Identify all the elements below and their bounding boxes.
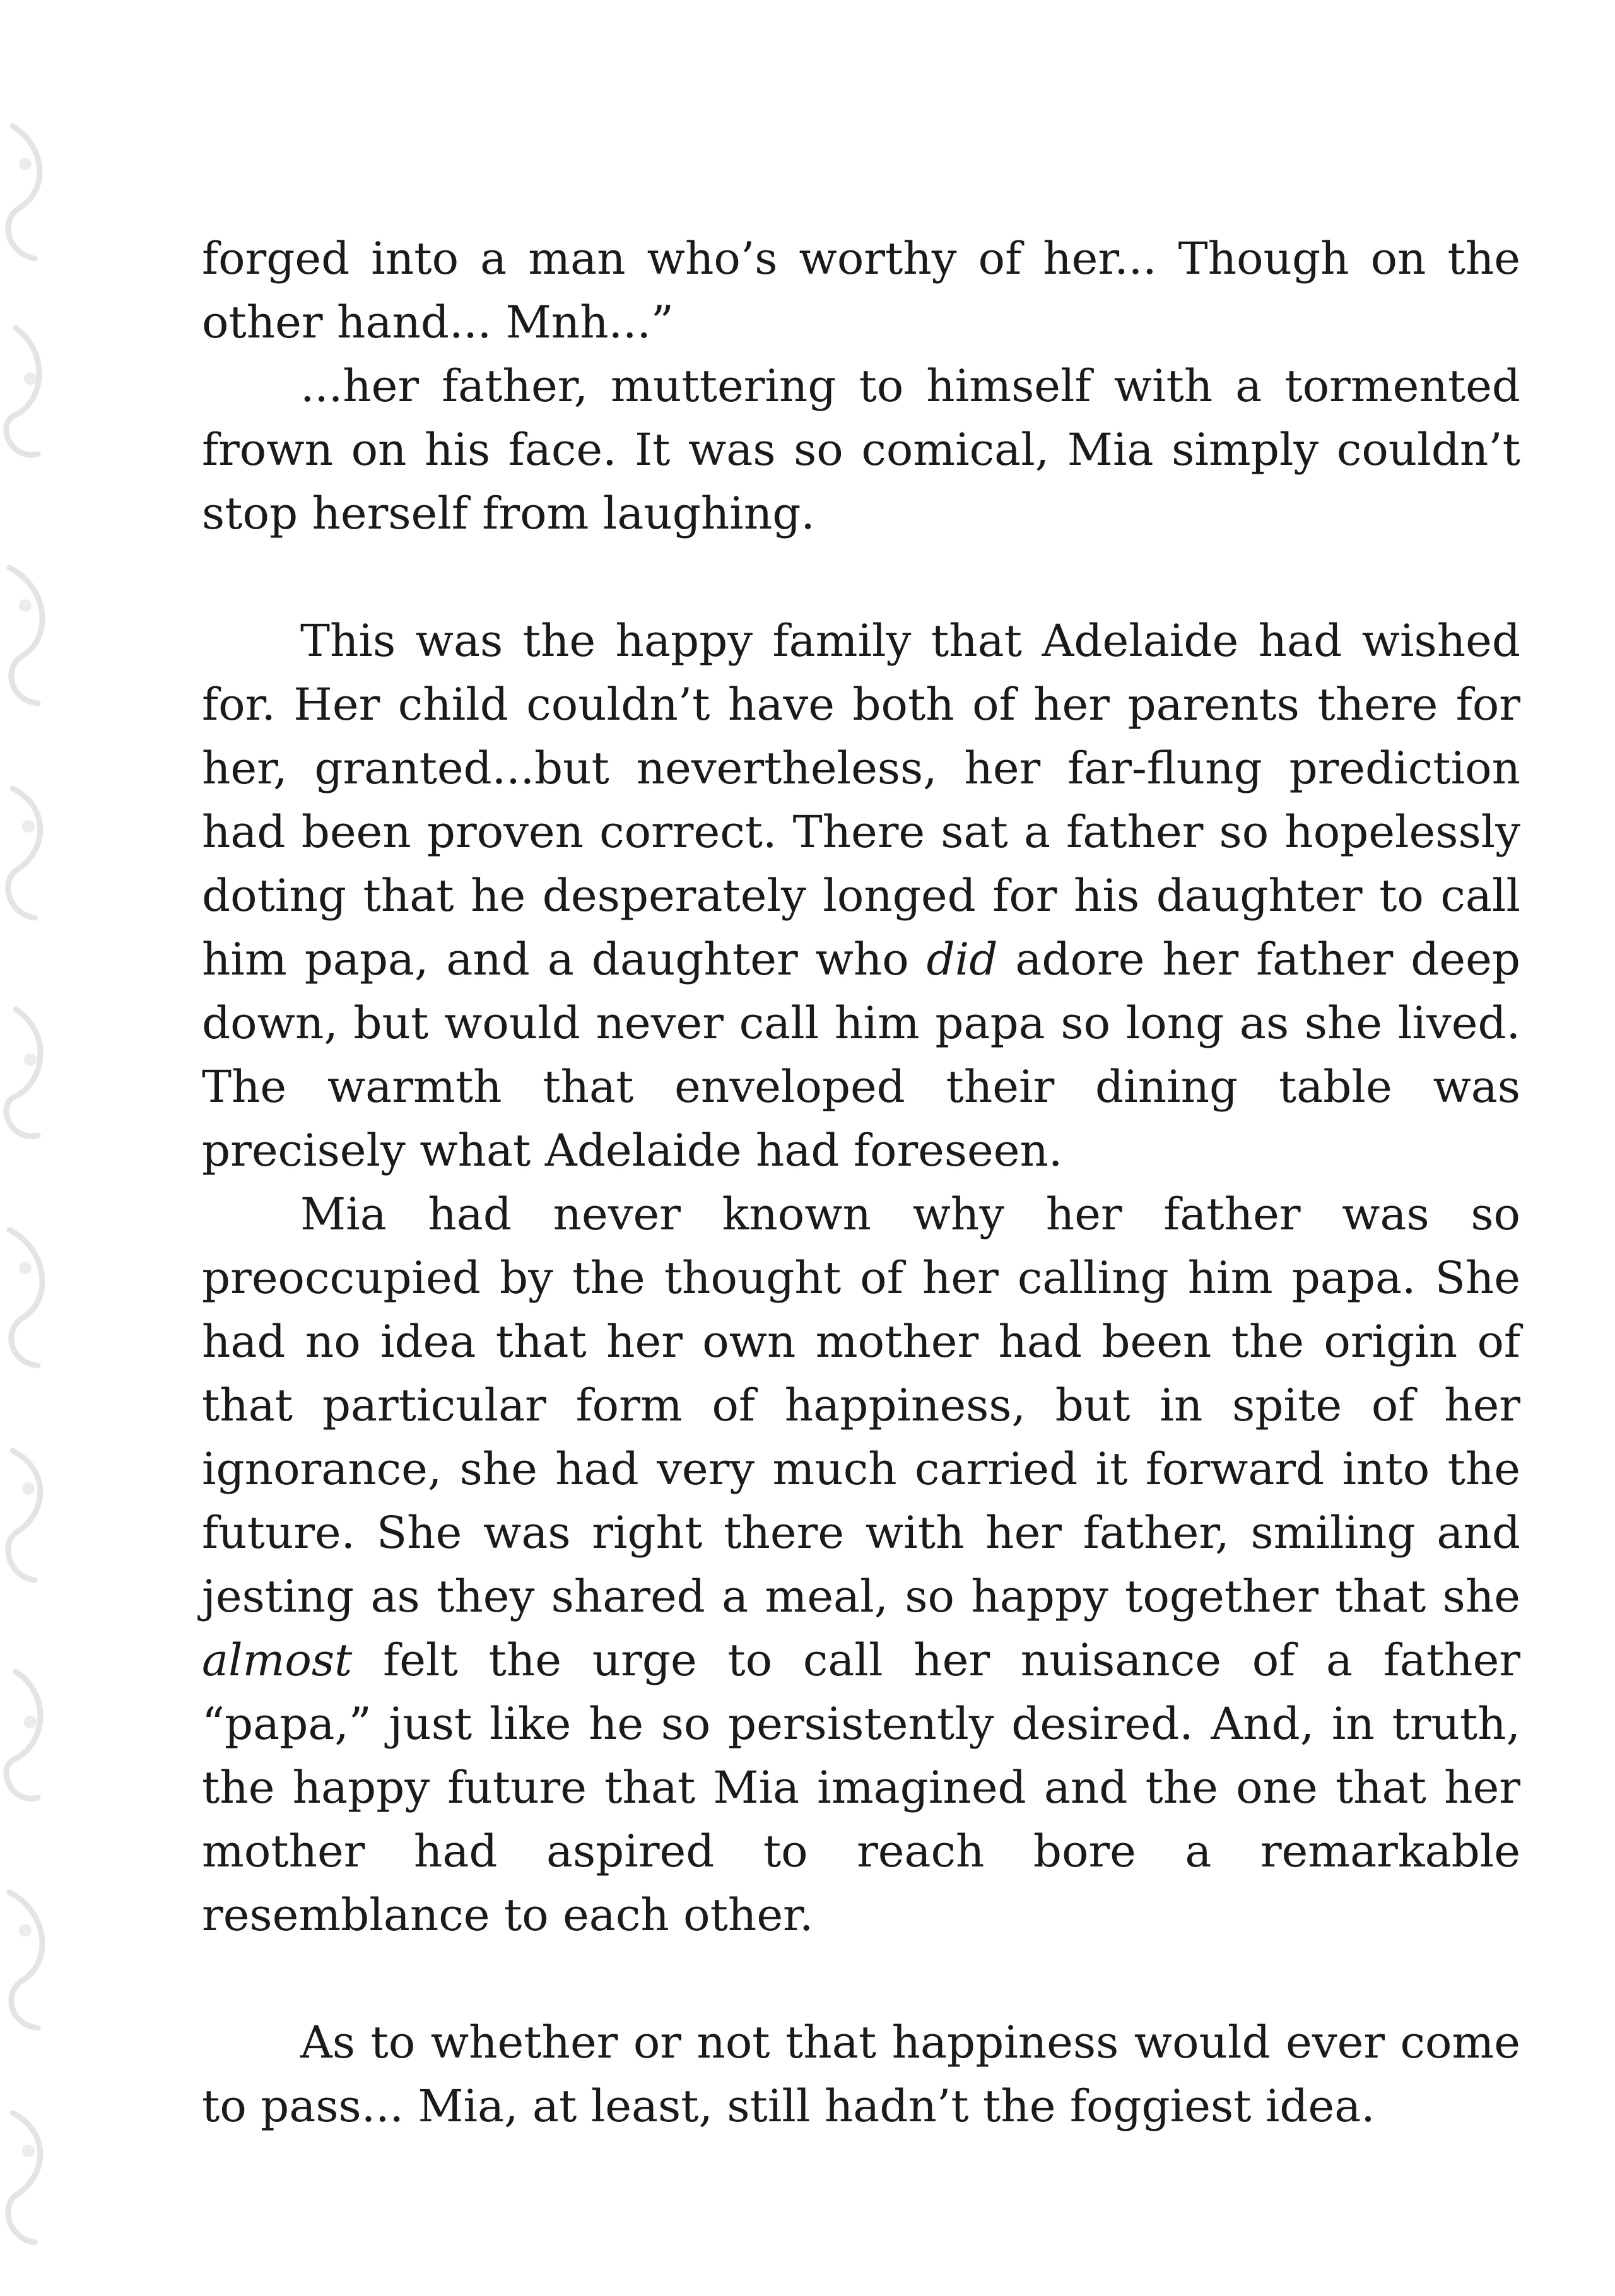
text-segment: forged into a man who’s worthy of her... Though on the other hand... Mnh...”: [202, 233, 1520, 348]
text-segment: felt the urge to call her nuisance of a father “papa,” just like he so persistently desired. And, in truth, the happy future that Mia imagined and the one that her mother had aspired to reach bore a remarkable resemblance to each other.: [202, 1634, 1520, 1941]
text-segment: Mia had never known why her father was so preoccupied by the thought of her calling him papa. She had no idea that her own mother had been the origin of that particular form of happiness, but in spite of her ignorance, she had very much carried it forward into the future. She was right there with her father, smiling and jesting as they shared a meal, so happy together that she: [202, 1188, 1520, 1622]
paragraph: [202, 2011, 1520, 2138]
body-text: [202, 227, 1520, 2138]
floral-border-icon: [0, 0, 69, 2296]
paragraph: [202, 609, 1520, 1183]
italic-emphasis: did: [926, 934, 998, 985]
paragraph: [202, 354, 1520, 546]
paragraph: [202, 227, 1520, 354]
text-segment: As to whether or not that happiness would ever come to pass... Mia, at least, still hadn’t the foggiest idea.: [202, 2017, 1520, 2132]
italic-emphasis: almost: [202, 1634, 353, 1686]
text-segment: adore her father deep down, but would never call him papa so long as she lived. The warmth that enveloped their dining table was precisely what Adelaide had foreseen.: [202, 934, 1520, 1176]
text-segment: ...her father, muttering to himself with a tormented frown on his face. It was so comical, Mia simply couldn’t stop herself from laughing.: [202, 360, 1520, 539]
paragraph: [202, 1183, 1520, 1947]
text-segment: This was the happy family that Adelaide had wished for. Her child couldn’t have both of her parents there for her, granted...but nevertheless, her far-flung prediction had been proven correct. There sat a father so hopelessly doting that he desperately longed for his daughter to call him papa, and a daughter who: [202, 615, 1520, 985]
